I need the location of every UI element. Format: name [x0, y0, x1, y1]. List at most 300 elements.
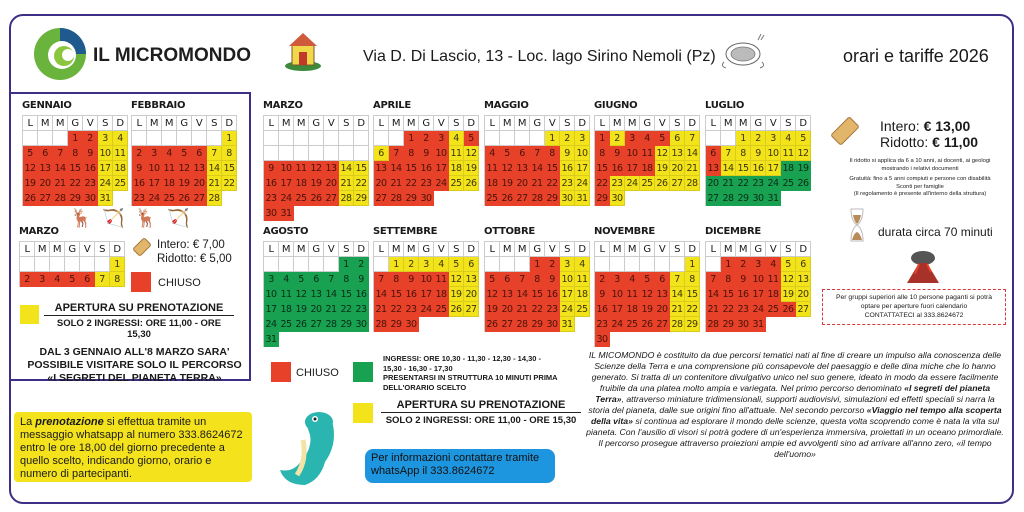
calendar-day: 10	[575, 146, 590, 161]
calendar-day: 17	[419, 287, 434, 302]
month-grid	[22, 115, 128, 206]
calendar-day: 16	[354, 287, 369, 302]
calendar-day: 23	[404, 302, 419, 317]
calendar-day: 9	[264, 161, 279, 176]
calendar-day: 9	[751, 146, 766, 161]
calendar-day: 30	[264, 206, 279, 221]
price-notes	[830, 158, 1010, 199]
description-part: , attraverso miniature tridimensionali, supporti audiovisivi, simulazioni ed effetti speciali si narra la storia del pianeta, dalle sue origini fino all'attuale. Nel secondo percorso	[588, 394, 995, 415]
calendar-day: 15	[404, 161, 419, 176]
month-grid	[484, 115, 590, 206]
weekday-header: L	[374, 242, 389, 257]
calendar-day: 3	[264, 272, 279, 287]
calendar-day: 15	[736, 161, 751, 176]
calendar-day: 8	[721, 272, 736, 287]
calendar-empty-cell	[222, 191, 237, 206]
calendar-day: 16	[264, 176, 279, 191]
calendar-empty-cell	[65, 257, 80, 272]
calendar-day: 26	[500, 191, 515, 206]
calendar-empty-cell	[95, 257, 110, 272]
calendar-day: 11	[449, 146, 464, 161]
calendar-day: 3	[419, 257, 434, 272]
calendar-empty-cell	[706, 131, 721, 146]
calendar-empty-cell	[449, 191, 464, 206]
calendar-day: 16	[83, 161, 98, 176]
calendar-day: 30	[595, 332, 610, 347]
calendar-day: 19	[500, 176, 515, 191]
calendar-empty-cell	[640, 332, 655, 347]
calendar-empty-cell	[685, 191, 700, 206]
legend-closed-swatch	[131, 272, 151, 292]
calendar-empty-cell	[670, 257, 685, 272]
weekday-header: S	[339, 242, 354, 257]
weekday-header: G	[177, 116, 192, 131]
calendar-day: 21	[324, 302, 339, 317]
calendar-day: 2	[354, 257, 369, 272]
calendar-day: 26	[177, 191, 192, 206]
price-note: (Il regolamento è presente all'interno della struttura)	[853, 191, 987, 197]
weekday-header: D	[796, 242, 811, 257]
calendar-day: 29	[68, 191, 83, 206]
month-aprile	[373, 100, 479, 206]
calendar-empty-cell	[419, 317, 434, 332]
calendar-day: 3	[35, 272, 50, 287]
whatsapp-info-box[interactable]: Per informazioni contattare tramite whatsApp il 333.8624672	[365, 449, 555, 483]
calendar-day: 8	[389, 272, 404, 287]
calendar-day: 25	[294, 191, 309, 206]
calendar-day: 27	[374, 191, 389, 206]
notice-line: «I SEGRETI DEL PIANETA TERRA»	[47, 372, 222, 384]
calendar-day: 5	[655, 131, 670, 146]
calendar-day: 8	[222, 146, 237, 161]
legend-booking-sub: SOLO 2 INGRESSI: ORE 11,00 - ORE 15,30	[56, 318, 222, 340]
weekday-header: S	[560, 242, 575, 257]
calendar-day: 3	[147, 146, 162, 161]
calendar-day: 2	[20, 272, 35, 287]
calendar-empty-cell	[162, 131, 177, 146]
calendar-day: 15	[68, 161, 83, 176]
calendar-day: 6	[515, 146, 530, 161]
calendar-empty-cell	[132, 131, 147, 146]
calendar-day: 2	[751, 131, 766, 146]
calendar-day: 19	[796, 161, 811, 176]
calendar-day: 1	[389, 257, 404, 272]
calendar-day: 17	[279, 176, 294, 191]
legend-open-line: PRESENTARSI IN STRUTTURA 10 MINUTI PRIMA	[383, 373, 558, 382]
calendar-day: 2	[736, 257, 751, 272]
month-dicembre	[705, 226, 811, 332]
calendar-empty-cell	[147, 131, 162, 146]
groups-line: Per gruppi superiori alle 10 persone paganti si potrà	[835, 294, 993, 301]
calendar-day: 25	[625, 317, 640, 332]
notice-line: POSSIBILE VISITARE SOLO IL PERCORSO	[27, 359, 242, 371]
month-name: GIUGNO	[594, 100, 638, 111]
calendar-empty-cell	[279, 257, 294, 272]
calendar-empty-cell	[449, 317, 464, 332]
legend-booking-swatch-season	[353, 403, 373, 423]
calendar-day: 11	[575, 272, 590, 287]
price-label: Intero:	[880, 118, 924, 134]
calendar-day: 17	[147, 176, 162, 191]
calendar-day: 23	[354, 302, 369, 317]
calendar-day: 28	[207, 191, 222, 206]
calendar-day: 10	[264, 287, 279, 302]
calendar-day: 23	[736, 302, 751, 317]
month-ottobre	[484, 226, 590, 332]
calendar-empty-cell	[309, 332, 324, 347]
calendar-day: 7	[324, 272, 339, 287]
month-giugno	[594, 100, 700, 206]
month-settembre	[373, 226, 479, 332]
weekday-header: G	[530, 116, 545, 131]
calendar-day: 22	[354, 176, 369, 191]
calendar-day: 10	[625, 146, 640, 161]
calendar-day: 23	[751, 176, 766, 191]
weekday-header: L	[485, 242, 500, 257]
calendar-day: 4	[113, 131, 128, 146]
calendar-empty-cell	[324, 257, 339, 272]
calendar-day: 30	[751, 191, 766, 206]
calendar-empty-cell	[354, 131, 369, 146]
weekday-header: V	[655, 242, 670, 257]
weekday-header: V	[545, 242, 560, 257]
calendar-day: 14	[207, 161, 222, 176]
calendar-day: 3	[434, 131, 449, 146]
calendar-empty-cell	[721, 131, 736, 146]
calendar-day: 19	[23, 176, 38, 191]
calendar-empty-cell	[294, 257, 309, 272]
calendar-day: 6	[192, 146, 207, 161]
calendar-day: 9	[736, 272, 751, 287]
calendar-day: 28	[53, 191, 68, 206]
legend-booking-title: APERTURA SU PRENOTAZIONE	[381, 399, 581, 413]
weekday-header: V	[655, 116, 670, 131]
calendar-day: 6	[464, 257, 479, 272]
calendar-day: 20	[309, 302, 324, 317]
calendar-day: 27	[655, 317, 670, 332]
month-grid	[373, 241, 479, 332]
weekday-header: G	[65, 242, 80, 257]
weekday-header: M	[625, 242, 640, 257]
calendar-day: 15	[545, 161, 560, 176]
calendar-day: 21	[389, 176, 404, 191]
calendar-day: 29	[404, 191, 419, 206]
calendar-day: 4	[449, 131, 464, 146]
calendar-day: 18	[575, 287, 590, 302]
calendar-day: 31	[98, 191, 113, 206]
month-marzo-winter	[19, 226, 125, 287]
calendar-day: 13	[374, 161, 389, 176]
calendar-day: 6	[670, 131, 685, 146]
calendar-day: 19	[449, 287, 464, 302]
calendar-day: 20	[796, 287, 811, 302]
calendar-day: 15	[389, 287, 404, 302]
calendar-empty-cell	[294, 332, 309, 347]
weekday-header: S	[207, 116, 222, 131]
calendar-day: 6	[655, 272, 670, 287]
calendar-day: 28	[324, 317, 339, 332]
calendar-empty-cell	[177, 131, 192, 146]
calendar-empty-cell	[309, 257, 324, 272]
calendar-day: 8	[110, 272, 125, 287]
calendar-empty-cell	[324, 206, 339, 221]
calendar-day: 7	[530, 146, 545, 161]
season-price-ridotto	[880, 134, 978, 150]
calendar-day: 5	[500, 146, 515, 161]
calendar-day: 5	[294, 272, 309, 287]
calendar-day: 24	[147, 191, 162, 206]
calendar-day: 14	[685, 146, 700, 161]
calendar-day: 12	[796, 146, 811, 161]
calendar-day: 31	[575, 191, 590, 206]
month-name: MARZO	[263, 100, 303, 111]
price-note: Gratuità: fino a 5 anni compiuti e persone con disabilità	[849, 176, 991, 182]
calendar-day: 22	[404, 176, 419, 191]
weekday-header: D	[796, 116, 811, 131]
calendar-day: 9	[419, 146, 434, 161]
weekday-header: L	[595, 116, 610, 131]
month-agosto	[263, 226, 369, 347]
calendar-day: 27	[670, 176, 685, 191]
weekday-header: V	[766, 242, 781, 257]
calendar-day: 27	[796, 302, 811, 317]
calendar-day: 2	[83, 131, 98, 146]
calendar-day: 25	[434, 302, 449, 317]
weekday-header: G	[530, 242, 545, 257]
calendar-day: 28	[374, 317, 389, 332]
calendar-day: 5	[781, 257, 796, 272]
month-grid	[131, 115, 237, 206]
calendar-day: 29	[354, 191, 369, 206]
weekday-header: S	[670, 116, 685, 131]
calendar-day: 1	[530, 257, 545, 272]
calendar-day: 31	[279, 206, 294, 221]
calendar-day: 23	[419, 176, 434, 191]
weekday-header: V	[766, 116, 781, 131]
calendar-day: 18	[640, 161, 655, 176]
calendar-day: 1	[721, 257, 736, 272]
calendar-day: 12	[781, 272, 796, 287]
calendar-day: 18	[162, 176, 177, 191]
calendar-day: 5	[640, 272, 655, 287]
calendar-empty-cell	[706, 257, 721, 272]
calendar-day: 17	[766, 161, 781, 176]
calendar-empty-cell	[685, 332, 700, 347]
calendar-day: 10	[766, 146, 781, 161]
calendar-day: 6	[80, 272, 95, 287]
calendar-empty-cell	[781, 317, 796, 332]
legend-closed-label-season: CHIUSO	[296, 367, 339, 379]
calendar-day: 21	[721, 176, 736, 191]
weekday-header: M	[38, 116, 53, 131]
weekday-header: S	[449, 116, 464, 131]
calendar-day: 15	[222, 161, 237, 176]
weekday-header: M	[500, 242, 515, 257]
calendar-day: 1	[68, 131, 83, 146]
calendar-day: 3	[98, 131, 113, 146]
calendar-day: 6	[500, 272, 515, 287]
duration: durata circa 70 minuti	[878, 225, 993, 239]
calendar-day: 1	[404, 131, 419, 146]
calendar-empty-cell	[339, 146, 354, 161]
calendar-day: 16	[132, 176, 147, 191]
price-value: € 11,00	[932, 134, 979, 150]
calendar-day: 31	[560, 317, 575, 332]
calendar-day: 9	[83, 146, 98, 161]
calendar-day: 11	[485, 161, 500, 176]
calendar-day: 5	[65, 272, 80, 287]
weekday-header: M	[736, 242, 751, 257]
calendar-day: 7	[721, 146, 736, 161]
calendar-day: 2	[545, 257, 560, 272]
legend-open-line: DELL'ORARIO SCELTO	[383, 382, 467, 392]
calendar-empty-cell	[796, 317, 811, 332]
calendar-day: 4	[625, 272, 640, 287]
calendar-day: 4	[575, 257, 590, 272]
calendar-day: 12	[464, 146, 479, 161]
calendar-empty-cell	[207, 131, 222, 146]
legend-open-line: 15,30 - 16,30 - 17,30	[383, 363, 453, 373]
calendar-empty-cell	[485, 257, 500, 272]
calendar-day: 22	[685, 302, 700, 317]
calendar-day: 18	[766, 287, 781, 302]
calendar-empty-cell	[515, 257, 530, 272]
legend-booking-winter	[44, 302, 234, 340]
calendar-day: 12	[485, 287, 500, 302]
weekday-header: M	[53, 116, 68, 131]
weekday-header: D	[110, 242, 125, 257]
calendar-day: 13	[796, 272, 811, 287]
calendar-day: 20	[655, 302, 670, 317]
calendar-empty-cell	[670, 191, 685, 206]
calendar-empty-cell	[354, 206, 369, 221]
calendar-day: 13	[324, 161, 339, 176]
calendar-day: 21	[530, 176, 545, 191]
calendar-day: 19	[485, 302, 500, 317]
weekday-header: D	[685, 116, 700, 131]
calendar-day: 17	[560, 287, 575, 302]
calendar-day: 11	[640, 146, 655, 161]
calendar-day: 21	[53, 176, 68, 191]
calendar-day: 1	[545, 131, 560, 146]
calendar-day: 3	[575, 131, 590, 146]
legend-open-swatch	[353, 362, 373, 382]
legend-closed-swatch-season	[271, 362, 291, 382]
calendar-day: 27	[706, 191, 721, 206]
calendar-empty-cell	[374, 257, 389, 272]
calendar-day: 12	[449, 272, 464, 287]
calendar-day: 19	[655, 161, 670, 176]
calendar-day: 26	[796, 176, 811, 191]
calendar-day: 24	[264, 317, 279, 332]
calendar-day: 7	[515, 272, 530, 287]
month-febbraio	[131, 100, 237, 206]
calendar-day: 7	[685, 131, 700, 146]
weekday-header: L	[595, 242, 610, 257]
calendar-day: 24	[751, 302, 766, 317]
price-label: Ridotto:	[880, 134, 933, 150]
calendar-day: 17	[625, 161, 640, 176]
calendar-day: 23	[83, 176, 98, 191]
weekday-header: G	[751, 242, 766, 257]
calendar-day: 1	[595, 131, 610, 146]
calendar-empty-cell	[515, 131, 530, 146]
calendar-day: 16	[595, 302, 610, 317]
season-price-intero	[880, 118, 978, 134]
weekday-header: M	[279, 116, 294, 131]
calendar-day: 2	[610, 131, 625, 146]
month-grid	[263, 115, 369, 221]
calendar-day: 21	[685, 161, 700, 176]
weekday-header: G	[419, 116, 434, 131]
page-title: orari e tariffe 2026	[843, 46, 989, 66]
calendar-empty-cell	[192, 131, 207, 146]
calendar-empty-cell	[354, 146, 369, 161]
calendar-day: 24	[419, 302, 434, 317]
weekday-header: G	[640, 242, 655, 257]
calendar-day: 20	[706, 176, 721, 191]
weekday-header: L	[20, 242, 35, 257]
calendar-day: 8	[339, 272, 354, 287]
calendar-empty-cell	[294, 131, 309, 146]
calendar-day: 16	[751, 161, 766, 176]
calendar-day: 15	[721, 287, 736, 302]
description-bold: «Viaggio nel tempo alla scoperta della vita»	[590, 405, 1002, 426]
calendar-day: 30	[354, 317, 369, 332]
calendar-day: 14	[339, 161, 354, 176]
calendar-day: 26	[309, 191, 324, 206]
month-name: MAGGIO	[484, 100, 529, 111]
calendar-day: 11	[781, 146, 796, 161]
calendar-day: 10	[610, 287, 625, 302]
weekday-header: M	[721, 116, 736, 131]
calendar-empty-cell	[35, 257, 50, 272]
weekday-header: L	[132, 116, 147, 131]
calendar-day: 8	[545, 146, 560, 161]
calendar-day: 23	[595, 317, 610, 332]
calendar-day: 6	[38, 146, 53, 161]
calendar-day: 13	[464, 272, 479, 287]
calendar-day: 29	[721, 317, 736, 332]
month-grid	[705, 115, 811, 206]
calendar-day: 1	[110, 257, 125, 272]
calendar-empty-cell	[625, 332, 640, 347]
weekday-header: S	[98, 116, 113, 131]
calendar-day: 13	[515, 161, 530, 176]
calendar-day: 7	[706, 272, 721, 287]
calendar-day: 11	[434, 272, 449, 287]
calendar-day: 24	[625, 176, 640, 191]
calendar-day: 22	[736, 176, 751, 191]
calendar-empty-cell	[766, 317, 781, 332]
calendar-day: 20	[464, 287, 479, 302]
calendar-day: 14	[670, 287, 685, 302]
weekday-header: D	[464, 242, 479, 257]
weekday-header: L	[485, 116, 500, 131]
calendar-day: 17	[751, 287, 766, 302]
calendar-day: 23	[545, 302, 560, 317]
calendar-day: 29	[339, 317, 354, 332]
calendar-empty-cell	[279, 131, 294, 146]
calendar-empty-cell	[464, 317, 479, 332]
weekday-header: S	[781, 116, 796, 131]
calendar-empty-cell	[339, 131, 354, 146]
calendar-day: 13	[38, 161, 53, 176]
legend-booking-swatch	[20, 305, 39, 324]
winter-price-intero: Intero: € 7,00	[157, 239, 225, 251]
calendar-day: 23	[132, 191, 147, 206]
calendar-day: 9	[404, 272, 419, 287]
